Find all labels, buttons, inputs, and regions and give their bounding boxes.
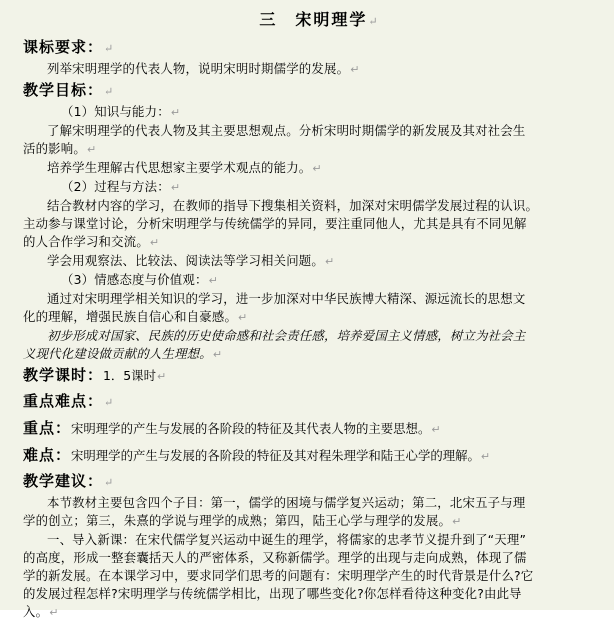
process-label — [27, 178, 610, 197]
emotion-paragraph-2-cont — [23, 345, 610, 364]
knowledge-paragraph-1-cont — [23, 140, 610, 159]
paragraph-text: 化的理解，增强民族自信心和自豪感。 — [23, 309, 238, 324]
emotion-paragraph-2 — [27, 327, 610, 345]
paragraph-text: 的人合作学习和交流。 — [23, 234, 149, 249]
paragraph-mark-icon: ↵ — [156, 370, 167, 383]
paragraph-text: 主动参与课堂讨论，分析宋明理学与传统儒学的异同，要注重同他人，尤其是具有不同见解 — [23, 216, 527, 231]
paragraph-text: 培养学生理解古代思想家主要学术观点的能力。 — [47, 160, 312, 175]
paragraph-mark-icon: ↵ — [86, 143, 97, 156]
heading-text: 课标要求： — [23, 38, 104, 56]
emotion-paragraph-1 — [27, 290, 610, 308]
paragraph-mark-icon: ↵ — [452, 515, 462, 528]
paragraph-mark-icon: ↵ — [480, 450, 491, 463]
emotion-paragraph-1-cont — [23, 308, 610, 327]
paragraph-mark-icon: ↵ — [350, 63, 360, 76]
process-paragraph-1-end — [23, 233, 610, 252]
paragraph-text: 本节教材主要包含四个子目：第一，儒学的困境与儒学复兴运动；第二，北宋五子与理 — [47, 495, 526, 510]
process-paragraph-2 — [27, 252, 610, 271]
suggestion-paragraph-2 — [27, 531, 610, 549]
suggestion-paragraph-2-line-5 — [23, 603, 610, 622]
paragraph-mark-icon: ↵ — [431, 423, 441, 436]
process-paragraph-1 — [27, 197, 610, 215]
knowledge-paragraph-1 — [27, 122, 610, 140]
paragraph-text: 学会用观察法、比较法、阅读法等学习相关问题。 — [47, 253, 324, 268]
heading-text: 教学建议： — [23, 472, 104, 490]
paragraph-text: 活的影响。 — [23, 141, 86, 156]
paragraph-text: 入。 — [23, 604, 49, 619]
paragraph-mark-icon: ↵ — [170, 106, 181, 119]
section-hours — [23, 364, 610, 388]
heading-text: 教学目标： — [23, 81, 104, 99]
suggestion-paragraph-1-cont — [23, 512, 610, 531]
paragraph-text: 的发展过程怎样?宋明理学与传统儒学相比，出现了哪些变化?你怎样看待这种变化?由此导 — [23, 586, 522, 601]
paragraph-text: 的高度，形成一整套囊括天人的严密体系，又称新儒学。理学的出现与走向成熟，体现了儒 — [23, 550, 527, 565]
paragraph-mark-icon: ↵ — [368, 15, 378, 28]
key-point-label: 重点： — [23, 419, 72, 437]
paragraph-text: 初步形成对国家、民族的历史使命感和社会责任感，培养爱国主义情感，树立为社会主 — [47, 328, 526, 343]
paragraph-mark-icon: ↵ — [104, 396, 114, 409]
paragraph-mark-icon: ↵ — [149, 236, 160, 249]
paragraph-mark-icon: ↵ — [104, 85, 114, 98]
paragraph-mark-icon: ↵ — [208, 274, 218, 287]
suggestion-paragraph-1 — [27, 494, 610, 512]
paragraph-mark-icon: ↵ — [238, 311, 248, 324]
paragraph-text: 一、导入新课：在宋代儒学复兴运动中诞生的理学，将儒家的忠孝节义提升到了“天理” — [47, 532, 527, 547]
paragraph-text: 列举宋明理学的代表人物，说明宋明时期儒学的发展。 — [47, 61, 350, 76]
difficulty-text: 宋明理学的产生与发展的各阶段的特征及其对程朱理学和陆王心学的理解。 — [71, 448, 480, 463]
heading-text: 重点难点： — [23, 392, 104, 410]
section-heading-suggestions — [23, 470, 610, 494]
section-heading-hours: 教学课时： — [23, 366, 104, 384]
paragraph-mark-icon: ↵ — [104, 42, 114, 55]
key-point-text: 宋明理学的产生与发展的各阶段的特征及其代表人物的主要思想。 — [71, 421, 431, 436]
paragraph-text: 通过对宋明理学相关知识的学习，进一步加深对中华民族博大精深、源远流长的思想文 — [47, 291, 526, 306]
section-heading-objectives — [23, 79, 610, 103]
hours-value: 1．5课时 — [103, 368, 156, 383]
paragraph-mark-icon: ↵ — [104, 476, 114, 489]
knowledge-label — [27, 103, 610, 122]
process-paragraph-1-cont — [23, 215, 610, 233]
paragraph-text: 学的创立；第三，朱熹的学说与理学的成熟；第四，陆王心学与理学的发展。 — [23, 513, 452, 528]
knowledge-paragraph-2 — [27, 159, 610, 178]
paragraph-text: 结合教材内容的学习，在教师的指导下搜集相关资料，加深对宋明儒学发展过程的认识。 — [47, 198, 539, 213]
paragraph-text: （1）知识与能力： — [61, 104, 170, 119]
paragraph-text: （2）过程与方法： — [61, 179, 170, 194]
paragraph-mark-icon: ↵ — [212, 348, 223, 361]
paragraph-text: 义现代化建设做贡献的人生理想。 — [23, 346, 212, 361]
curriculum-text — [27, 60, 610, 79]
paragraph-text: 了解宋明理学的代表人物及其主要思想观点。分析宋明时期儒学的新发展及其对社会生 — [47, 123, 526, 138]
section-heading-keypoints — [23, 390, 610, 414]
key-point-row — [23, 417, 610, 441]
document-title — [27, 8, 610, 34]
difficulty-row — [23, 444, 610, 468]
paragraph-mark-icon: ↵ — [312, 162, 322, 175]
paragraph-mark-icon: ↵ — [170, 181, 181, 194]
difficulty-label: 难点： — [23, 446, 72, 464]
section-heading-curriculum — [23, 36, 610, 60]
suggestion-paragraph-2-line-3 — [23, 567, 610, 585]
paragraph-text: （3）情感态度与价值观： — [61, 272, 208, 287]
paragraph-mark-icon: ↵ — [49, 606, 59, 619]
paragraph-text: 学的新发展。在本课学习中，要求同学们思考的问题有：宋明理学产生的时代背景是什么?它 — [23, 568, 534, 583]
paragraph-mark-icon: ↵ — [325, 255, 335, 268]
title-text: 三 宋明理学 — [259, 10, 368, 29]
suggestion-paragraph-2-line-4 — [23, 585, 610, 603]
suggestion-paragraph-2-line-2 — [23, 549, 610, 567]
emotion-label — [27, 271, 610, 290]
